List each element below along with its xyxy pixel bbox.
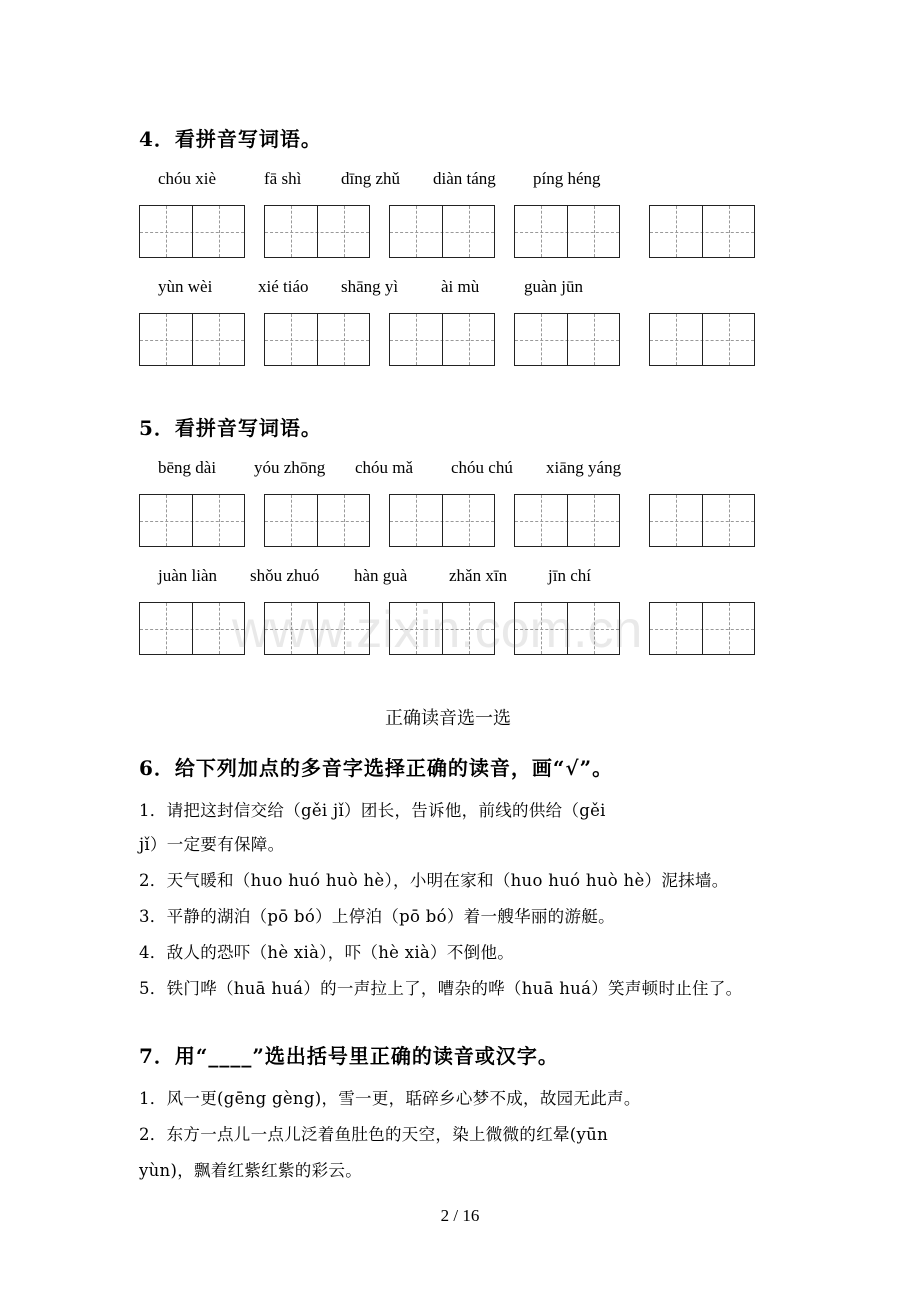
writing-box[interactable] bbox=[649, 205, 755, 258]
section-6-heading: 6．给下列加点的多音字选择正确的读音，画“√”。 bbox=[139, 756, 614, 780]
section-4-heading: 4．看拼音写词语。 bbox=[139, 127, 322, 151]
writing-grid-row bbox=[139, 205, 759, 259]
section-5-heading: 5．看拼音写词语。 bbox=[139, 416, 322, 440]
writing-box[interactable] bbox=[139, 313, 245, 366]
question-line: 2．天气暖和（huo huó huò hè），小明在家和（huo huó huò hè）泥抹墙。 bbox=[139, 871, 729, 890]
pinyin-label: chóu xiè bbox=[158, 169, 217, 188]
pinyin-label: zhǎn xīn bbox=[449, 566, 508, 585]
question-line: 2．东方一点儿一点儿泛着鱼肚色的天空，染上微微的红晕(yūn bbox=[139, 1125, 609, 1144]
writing-box[interactable] bbox=[649, 602, 755, 655]
writing-box[interactable] bbox=[264, 205, 370, 258]
pinyin-label: fā shì bbox=[264, 169, 302, 188]
pinyin-label: shǒu zhuó bbox=[250, 566, 320, 585]
writing-box[interactable] bbox=[139, 602, 245, 655]
writing-box[interactable] bbox=[139, 494, 245, 547]
pinyin-label: chóu chú bbox=[451, 458, 513, 477]
writing-box[interactable] bbox=[514, 494, 620, 547]
pinyin-label: bēng dài bbox=[158, 458, 217, 477]
writing-box[interactable] bbox=[264, 313, 370, 366]
pinyin-label: yùn wèi bbox=[158, 277, 213, 296]
question-line: 1．风一更(gēng gèng)，雪一更，聒碎乡心梦不成，故园无此声。 bbox=[139, 1089, 641, 1108]
writing-box[interactable] bbox=[389, 494, 495, 547]
question-line: 1．请把这封信交给（gěi jǐ）团长，告诉他，前线的供给（gěi bbox=[139, 801, 606, 820]
pinyin-label: chóu mǎ bbox=[355, 458, 414, 477]
pinyin-label: xiāng yáng bbox=[546, 458, 622, 477]
question-line: 3．平静的湖泊（pō bó）上停泊（pō bó）着一艘华丽的游艇。 bbox=[139, 907, 615, 926]
page-number: 2 / 16 bbox=[440, 1206, 480, 1225]
pinyin-label: juàn liàn bbox=[158, 566, 218, 585]
pinyin-label: shāng yì bbox=[341, 277, 399, 296]
writing-grid-row bbox=[139, 494, 759, 548]
pinyin-label: hàn guà bbox=[354, 566, 408, 585]
section-title: 正确读音选一选 bbox=[385, 708, 511, 729]
writing-box[interactable] bbox=[649, 313, 755, 366]
pinyin-label: xié tiáo bbox=[258, 277, 309, 296]
pinyin-label: yóu zhōng bbox=[254, 458, 326, 477]
question-line: yùn)，飘着红紫红紫的彩云。 bbox=[139, 1161, 363, 1180]
question-line: jǐ）一定要有保障。 bbox=[139, 835, 285, 854]
pinyin-label: diàn táng bbox=[433, 169, 496, 188]
watermark: www.zixin.com.cn bbox=[232, 601, 643, 659]
writing-box[interactable] bbox=[264, 494, 370, 547]
pinyin-label: ài mù bbox=[441, 277, 480, 296]
writing-box[interactable] bbox=[514, 205, 620, 258]
question-line: 5．铁门哗（huā huá）的一声拉上了，嘈杂的哗（huā huá）笑声顿时止住了。 bbox=[139, 979, 743, 998]
writing-box[interactable] bbox=[649, 494, 755, 547]
writing-box[interactable] bbox=[139, 205, 245, 258]
pinyin-label: guàn jūn bbox=[524, 277, 584, 296]
pinyin-label: jīn chí bbox=[548, 566, 591, 585]
writing-box[interactable] bbox=[514, 313, 620, 366]
question-line: 4．敌人的恐吓（hè xià），吓（hè xià）不倒他。 bbox=[139, 943, 515, 962]
writing-grid-row bbox=[139, 313, 759, 367]
writing-box[interactable] bbox=[389, 313, 495, 366]
section-7-heading: 7．用“____”选出括号里正确的读音或汉字。 bbox=[139, 1044, 559, 1068]
pinyin-label: píng héng bbox=[533, 169, 601, 188]
writing-box[interactable] bbox=[389, 205, 495, 258]
pinyin-label: dīng zhǔ bbox=[341, 169, 401, 188]
